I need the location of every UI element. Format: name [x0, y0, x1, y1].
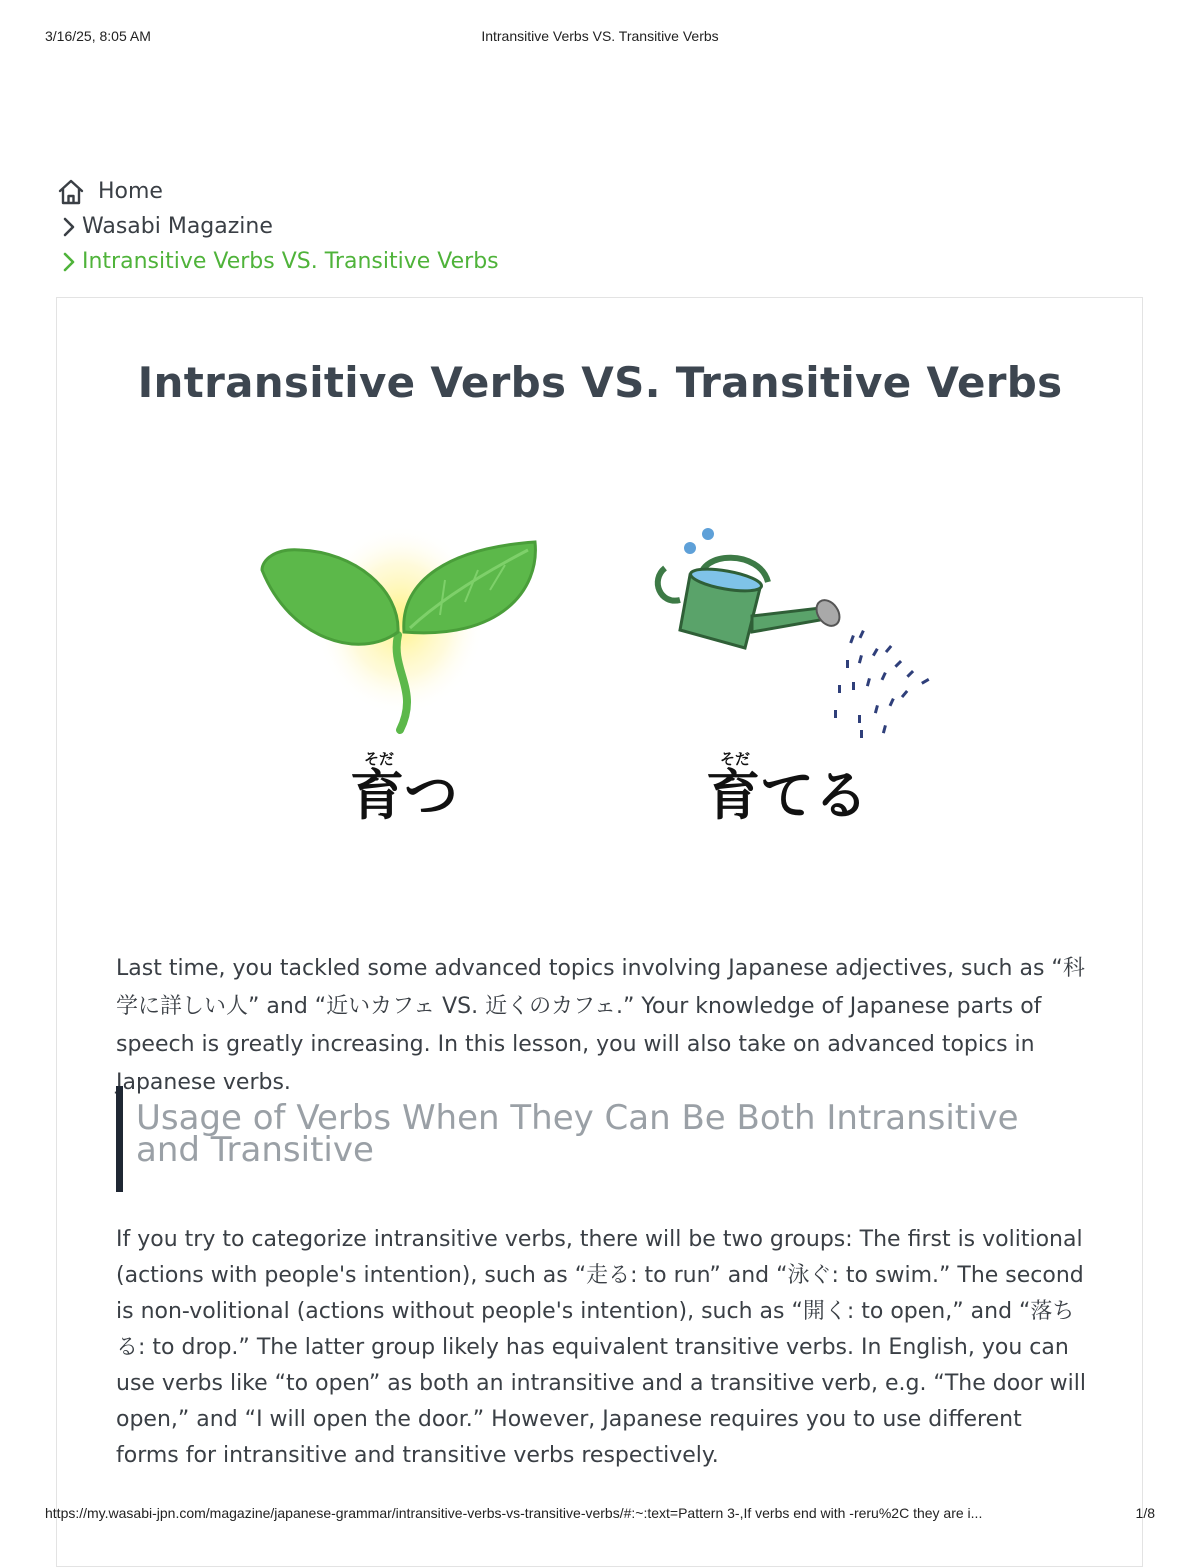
word-sodateru-text: 育てる — [706, 764, 868, 827]
print-date: 3/16/25, 8:05 AM — [45, 28, 151, 44]
print-page-title: Intransitive Verbs VS. Transitive Verbs — [481, 28, 719, 44]
sprout-icon — [262, 525, 535, 730]
body-paragraph: If you try to categorize intransitive verbs, there will be two groups: The first is volitional (actions with people's intention), such as “走る: to run” and “泳ぐ: to swim.” The second is non-volitional (actions without people's intention), such as “開く: to open,” and “落ちる: to drop.” The latter group likely has equivalent transitive verbs. In English, you can use verbs like “to open” as both an intransitive and a transitive verb, e.g. “The door will open,” and “I will open the door.” However, Japanese requires you to use different forms for intransitive and transitive verbs respectively. — [116, 1227, 1086, 1468]
breadcrumb-magazine-label[interactable]: Wasabi Magazine — [82, 214, 273, 239]
home-icon — [56, 177, 86, 207]
print-footer — [45, 1505, 1155, 1525]
article-illustration — [0, 520, 1200, 850]
word-sodateru-ruby: そだ — [720, 750, 751, 768]
print-url: https://my.wasabi-jpn.com/magazine/japanese-grammar/intransitive-verbs-vs-transitive-verbs/#:~:text=Pattern 3-,If verbs end with -reru%2C they are i... — [45, 1505, 983, 1521]
intro-paragraph: Last time, you tackled some advanced topics involving Japanese adjectives, such as “科学に詳しい人” and “近いカフェ VS. 近くのカフェ.” Your knowledge of Japanese parts of speech is greatly increasing. In this lesson, you will also take on advanced topics in Japanese verbs. — [116, 956, 1085, 1095]
watering-can-icon — [658, 528, 930, 738]
breadcrumb-magazine[interactable] — [56, 209, 499, 244]
section-heading-block — [116, 1086, 1076, 1192]
word-sodatsu-ruby: そだ — [364, 750, 395, 768]
article-title: Intransitive Verbs VS. Transitive Verbs — [137, 358, 1063, 407]
chevron-right-icon — [60, 216, 78, 238]
breadcrumb-current — [56, 244, 499, 279]
breadcrumb — [56, 174, 499, 279]
word-sodateru — [706, 748, 868, 827]
breadcrumb-current-label: Intransitive Verbs VS. Transitive Verbs — [82, 249, 499, 274]
chevron-right-icon — [60, 251, 78, 273]
print-page-number: 1/8 — [1135, 1505, 1155, 1521]
word-sodatsu-text: 育つ — [350, 764, 458, 827]
breadcrumb-home-label[interactable]: Home — [98, 179, 163, 204]
print-header — [45, 28, 1155, 48]
word-sodatsu — [350, 748, 458, 827]
breadcrumb-home[interactable] — [56, 174, 499, 209]
section-heading: Usage of Verbs When They Can Be Both Intransitive and Transitive — [136, 1098, 1019, 1170]
